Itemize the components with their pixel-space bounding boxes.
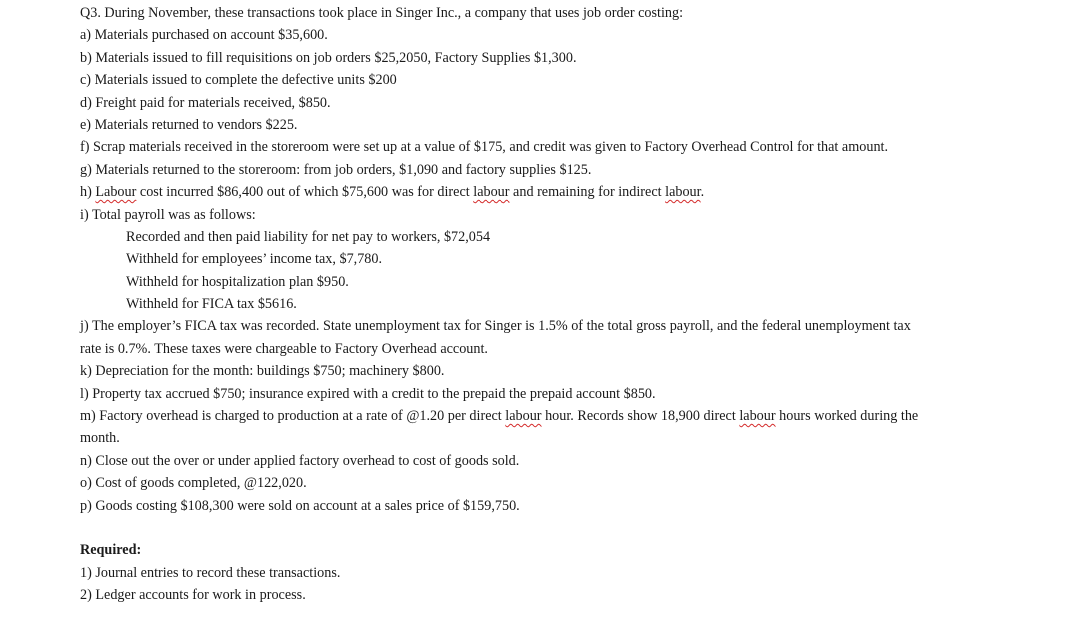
item-n: n) Close out the over or under applied factory overhead to cost of goods sold. — [80, 452, 520, 469]
item-m-line1 — [80, 405, 1070, 427]
item-m-part2: hour. Records show 18,900 direct — [541, 408, 740, 425]
item-j-line1: j) The employer’s FICA tax was recorded. State unemployment tax for Singer is 1.5% of the total gross payroll, and the federal unemployment tax — [80, 318, 911, 335]
spellcheck-word[interactable]: labour — [473, 184, 510, 201]
item-h-part1: h) — [80, 184, 96, 201]
item-o: o) Cost of goods completed, @122,020. — [80, 475, 307, 492]
item-e: e) Materials returned to vendors $225. — [80, 116, 298, 133]
required-heading: Required: — [80, 542, 142, 559]
item-l: l) Property tax accrued $750; insurance expired with a credit to the prepaid the prepaid account $850. — [80, 385, 656, 402]
payroll-item: Withheld for hospitalization plan $950. — [126, 273, 349, 290]
spellcheck-word[interactable]: labour — [739, 408, 776, 425]
required-item: 1) Journal entries to record these transactions. — [80, 564, 341, 581]
document-body — [80, 2, 1070, 607]
item-h-part4: . — [700, 184, 705, 201]
spellcheck-word[interactable]: labour — [665, 184, 701, 201]
item-p: p) Goods costing $108,300 were sold on account at a sales price of $159,750. — [80, 497, 520, 514]
spellcheck-word[interactable]: Labour — [95, 184, 137, 201]
question-intro: Q3. During November, these transactions took place in Singer Inc., a company that uses job order costing: — [80, 5, 684, 21]
item-i-title: i) Total payroll was as follows: — [80, 206, 256, 223]
item-b: b) Materials issued to fill requisitions on job orders $25,2050, Factory Supplies $1,300. — [80, 49, 577, 66]
item-d: d) Freight paid for materials received, $850. — [80, 94, 331, 111]
item-g: g) Materials returned to the storeroom: from job orders, $1,090 and factory supplies $125. — [80, 161, 592, 178]
item-j-line2: rate is 0.7%. These taxes were chargeable to Factory Overhead account. — [80, 340, 488, 357]
payroll-item: Withheld for FICA tax $5616. — [126, 296, 297, 313]
item-c: c) Materials issued to complete the defective units $200 — [80, 72, 397, 89]
item-h-part3: and remaining for indirect — [509, 184, 666, 201]
spellcheck-word[interactable]: labour — [505, 408, 542, 425]
item-h-part2: cost incurred $86,400 out of which $75,600 was for direct — [136, 184, 474, 201]
payroll-item: Recorded and then paid liability for net pay to workers, $72,054 — [126, 228, 491, 245]
blank-line — [80, 517, 1070, 539]
item-h — [80, 181, 1070, 203]
item-f: f) Scrap materials received in the storeroom were set up at a value of $175, and credit was given to Factory Overhead Control for that amount. — [80, 139, 889, 156]
item-m-part1: m) Factory overhead is charged to production at a rate of @1.20 per direct — [80, 408, 506, 425]
payroll-item: Withheld for employees’ income tax, $7,780. — [126, 251, 383, 268]
required-item: 2) Ledger accounts for work in process. — [80, 587, 306, 604]
item-a: a) Materials purchased on account $35,600. — [80, 27, 328, 44]
item-m-line2: month. — [80, 430, 120, 447]
item-k: k) Depreciation for the month: buildings $750; machinery $800. — [80, 363, 445, 380]
item-m-part3: hours worked during the — [775, 408, 919, 425]
